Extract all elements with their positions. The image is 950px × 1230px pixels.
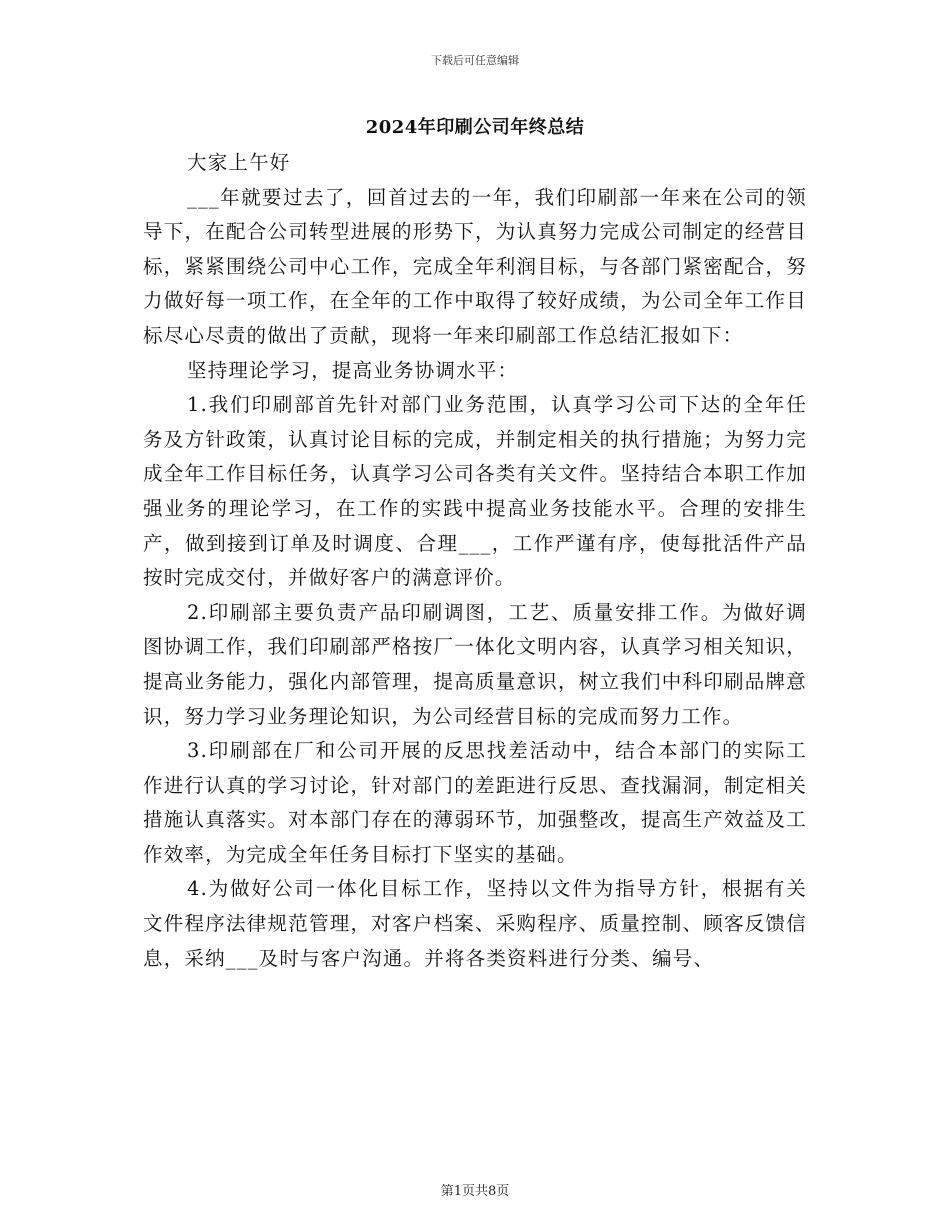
paragraph-item-2: 2.印刷部主要负责产品印刷调图，工艺、质量安排工作。为做好调图协调工作，我们印刷部严格按厂一体化文明内容，认真学习相关知识，提高业务能力，强化内部管理，提高质量意识，树立我们中科印刷品牌意识，努力学习业务理论知识，为公司经营目标的完成而努力工作。 xyxy=(143,600,807,728)
header-note: 下载后可任意编辑 xyxy=(431,54,519,67)
document-title: 2024年印刷公司年终总结 xyxy=(365,117,585,138)
page-footer: 第1页共8页 xyxy=(440,1184,510,1199)
paragraph-intro: ___年就要过去了，回首过去的一年，我们印刷部一年来在公司的领导下，在配合公司转型进展的形势下，为认真努力完成公司制定的经营目标，紧紧围绕公司中心工作，完成全年利润目标，与各部门紧密配合，努力做好每一项工作，在全年的工作中取得了较好成绩，为公司全年工作目标尽心尽责的做出了贡献，现将一年来印刷部工作总结汇报如下： xyxy=(143,185,807,347)
paragraph-section-heading: 坚持理论学习，提高业务协调水平： xyxy=(187,358,519,382)
document-body xyxy=(143,146,807,976)
paragraph-item-1: 1.我们印刷部首先针对部门业务范围，认真学习公司下达的全年任务及方针政策，认真讨论目标的完成，并制定相关的执行措施；为努力完成全年工作目标任务，认真学习公司各类有关文件。坚持结合本职工作加强业务的理论学习，在工作的实践中提高业务技能水平。合理的安排生产，做到接到订单及时调度、合理___，工作严谨有序，使每批活件产品按时完成交付，并做好客户的满意评价。 xyxy=(143,393,807,590)
paragraph-greeting: 大家上午好 xyxy=(187,151,291,174)
paragraph-item-4: 4.为做好公司一体化目标工作，坚持以文件为指导方针，根据有关文件程序法律规范管理，对客户档案、采购程序、质量控制、顾客反馈信息，采纳___及时与客户沟通。并将各类资料进行分类、编号、 xyxy=(143,877,807,970)
paragraph-item-3: 3.印刷部在厂和公司开展的反思找差活动中，结合本部门的实际工作进行认真的学习讨论，针对部门的差距进行反思、查找漏洞，制定相关措施认真落实。对本部门存在的薄弱环节，加强整改，提高生产效益及工作效率，为完成全年任务目标打下坚实的基础。 xyxy=(143,739,807,866)
